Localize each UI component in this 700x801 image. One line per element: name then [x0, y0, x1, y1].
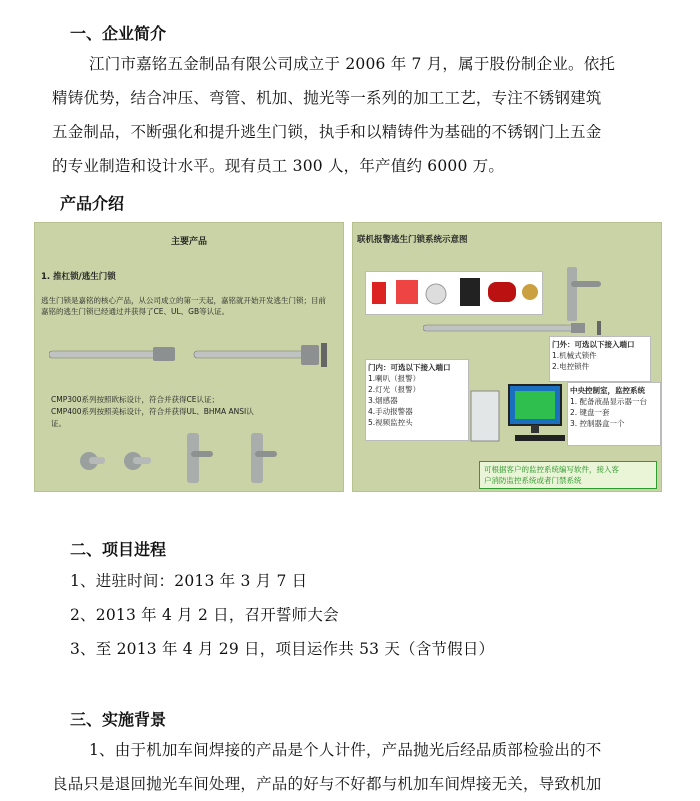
inside-ports-title: 门内：可选以下接入端口 — [368, 363, 451, 372]
alarm-system-panel — [352, 222, 662, 492]
software-note-line-2: 户消防监控系统或者门禁系统 — [484, 476, 582, 485]
progress-item-2: 2、2013 年 4 月 2 日，召开誓师大会 — [70, 606, 339, 624]
software-note-box — [479, 461, 657, 489]
push-bar-lock-images — [49, 341, 339, 377]
inside-port-3: 3.烟感器 — [368, 396, 398, 405]
push-bar-image — [423, 321, 633, 335]
section3-title: 三、实施背景 — [70, 710, 167, 729]
door-handle-images — [75, 429, 315, 487]
cert-line-3: 证。 — [51, 419, 66, 428]
inside-port-4: 4.手动报警器 — [368, 407, 413, 416]
product-item-title: 1. 推杠锁/逃生门锁 — [41, 272, 116, 282]
door-lock-image — [557, 265, 617, 325]
alarm-devices-images — [365, 271, 543, 315]
main-products-heading: 主要产品 — [170, 237, 207, 247]
cert-line-1: CMP300系列按照欧标设计，符合并获得CE认证； — [51, 395, 220, 404]
outside-port-2: 2.电控锁件 — [552, 362, 590, 371]
central-control-box — [567, 382, 661, 446]
inside-port-1: 1.喇叭（报警） — [368, 374, 421, 383]
software-note-line-1: 可根据客户的监控系统编写软件，接入客 — [484, 465, 619, 474]
inside-ports-box — [365, 359, 469, 441]
section1-title: 一、企业简介 — [70, 24, 167, 43]
inside-port-2: 2.灯光（报警） — [368, 385, 421, 394]
section2-title: 二、项目进程 — [70, 540, 167, 559]
central-item-2: 2. 键盘一套 — [570, 408, 610, 417]
section1-line-2: 精铸优势，结合冲压、弯管、机加、抛光等一系列的加工工艺，专注不锈钢建筑 — [52, 89, 602, 107]
inside-port-5: 5.视频监控头 — [368, 418, 413, 427]
section3-line-1: 1、由于机加车间焊接的产品是个人计件，产品抛光后经品质部检验出的不 — [89, 741, 602, 759]
product-desc-line-1: 逃生门锁是嘉铭的核心产品，从公司成立的第一天起，嘉铭就开始开发逃生门锁；目前 — [41, 296, 326, 305]
progress-item-3: 3、至 2013 年 4 月 29 日，项目运作共 53 天（含节假日） — [70, 640, 495, 658]
alarm-system-heading: 联机报警逃生门锁系统示意图 — [357, 235, 468, 245]
outside-ports-title: 门外：可选以下接入端口 — [552, 340, 635, 349]
section3-line-2: 良品只是退回抛光车间处理，产品的好与不好都与机加车间焊接无关，导致机加 — [52, 775, 602, 793]
section1-line-1: 江门市嘉铭五金制品有限公司成立于 2006 年 7 月，属于股份制企业。依托 — [89, 55, 616, 73]
cert-line-2: CMP400系列按照美标设计，符合并获得UL、BHMA ANSI认 — [51, 407, 254, 416]
central-item-1: 1. 配备液晶显示器一台 — [570, 397, 648, 406]
products-title: 产品介绍 — [60, 194, 125, 213]
central-item-3: 3. 控制器盒一个 — [570, 419, 625, 428]
product-desc-line-2: 嘉铭的逃生门锁已经通过并获得了CE、UL、GB等认证。 — [41, 307, 230, 316]
outside-port-1: 1.机械式锁件 — [552, 351, 597, 360]
main-products-panel — [34, 222, 344, 492]
control-station-image — [469, 381, 581, 449]
section1-line-4: 的专业制造和设计水平。现有员工 300 人，年产值约 6000 万。 — [52, 157, 505, 175]
section1-line-3: 五金制品，不断强化和提升逃生门锁，执手和以精铸件为基础的不锈钢门上五金 — [52, 123, 602, 141]
outside-ports-box — [549, 336, 651, 382]
central-control-title: 中央控制室，监控系统 — [570, 386, 645, 395]
progress-item-1: 1、进驻时间：2013 年 3 月 7 日 — [70, 572, 308, 590]
